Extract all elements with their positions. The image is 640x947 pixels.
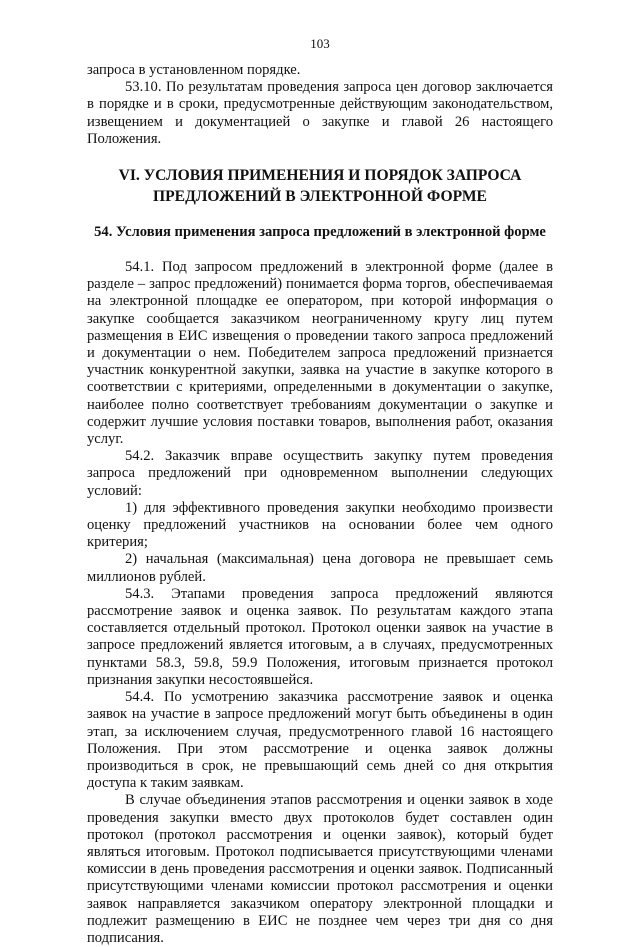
paragraph-54-2-item-2: 2) начальная (максимальная) цена договора не превышает семь миллионов рублей.	[87, 551, 553, 585]
paragraph-54-2-item-1: 1) для эффективного проведения закупки необходимо произвести оценку предложений участников на основании более чем одного критерия;	[87, 499, 553, 551]
page-content	[87, 62, 553, 947]
section-title-line-1: VI. УСЛОВИЯ ПРИМЕНЕНИЯ И ПОРЯДОК ЗАПРОСА	[118, 167, 522, 185]
paragraph-54-4-continued: В случае объединения этапов рассмотрения и оценки заявок в ходе проведения закупки вместо двух протоколов будет составлен один протокол (протокол рассмотрения и оценки заявок), который будет являться итоговым. Протокол подписывается присутствующими членами комиссии в день проведения рассмотрения и оценки заявок. Подписанный присутствующими членами комиссии протокол рассмотрения и оценки заявок направляется заказчиком оператору электронной площадки и подлежит размещению в ЕИС не позднее чем через три дня со дня подписания.	[87, 792, 553, 946]
page-number: 103	[310, 36, 330, 51]
section-title-line-2: ПРЕДЛОЖЕНИЙ В ЭЛЕКТРОННОЙ ФОРМЕ	[153, 188, 487, 206]
section-title	[87, 165, 553, 207]
paragraph-54-3: 54.3. Этапами проведения запроса предложений являются рассмотрение заявок и оценка заявок. По результатам каждого этапа составляется отдельный протокол. Протокол оценки заявок на участие в запросе предложений является итоговым, а в случаях, предусмотренных пунктами 58.3, 59.8, 59.9 Положения, итоговым признается протокол признания закупки несостоявшейся.	[87, 585, 553, 688]
paragraph-continuation: запроса в установленном порядке.	[87, 62, 301, 78]
paragraph-53-10: 53.10. По результатам проведения запроса цен договор заключается в порядке и в сроки, предусмотренные действующим законодательством, извещением и документацией о закупке и главой 26 настоящего Положения.	[87, 79, 553, 147]
paragraph-54-1: 54.1. Под запросом предложений в электронной форме (далее в разделе – запрос предложений) понимается форма торгов, обеспечиваемая на электронной площадке ее оператором, при которой информация о закупке сообщается заказчиком неограниченному кругу лиц путем размещения в ЕИС извещения о проведении такого запроса предложений и документации о нем. Победителем запроса предложений признается участник конкурентной закупки, заявка на участие в закупке которого в соответствии с критериями, определенными в документации о закупке, наиболее полно соответствует требованиям документации о закупке и содержит лучшие условия поставки товаров, выполнения работ, оказания услуг.	[87, 259, 553, 448]
article-title: 54. Условия применения запроса предложений в электронной форме	[94, 224, 546, 241]
paragraph-54-4: 54.4. По усмотрению заказчика рассмотрение заявок и оценка заявок на участие в запросе предложений могут быть объединены в один этап, за исключением случая, предусмотренного главой 16 настоящего Положения. При этом рассмотрение и оценка заявок должны производиться в срок, не превышающий семь дней со дня открытия доступа к таким заявкам.	[87, 689, 553, 792]
paragraph-54-2: 54.2. Заказчик вправе осуществить закупку путем проведения запроса предложений при одновременном выполнении следующих условий:	[87, 448, 553, 499]
